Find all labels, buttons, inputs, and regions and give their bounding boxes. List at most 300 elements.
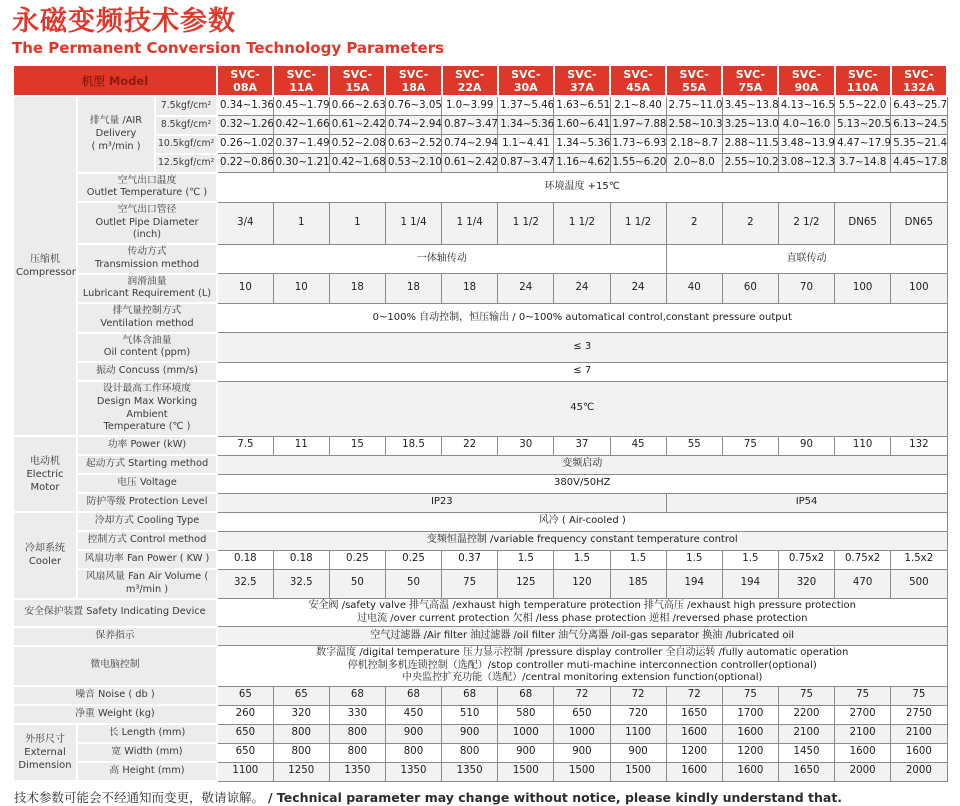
data-cell: 330: [329, 705, 385, 724]
text-line: 环境温度 +15℃: [544, 181, 621, 193]
table-row: [13, 627, 947, 646]
data-cell: 0.75x2: [835, 550, 891, 569]
row-label: [77, 202, 217, 244]
table-row: [13, 381, 947, 436]
merged-value-cell: [217, 599, 947, 627]
data-cell: 1: [329, 202, 385, 244]
model-column-header: SVC-110A: [835, 65, 891, 96]
table-row: [13, 569, 947, 598]
table-header: [13, 65, 947, 96]
data-cell: 70: [778, 274, 834, 303]
data-cell: 0.22~0.86: [217, 154, 273, 173]
merged-value-cell: [217, 362, 947, 381]
table-row: [13, 173, 947, 202]
table-row: [13, 724, 947, 743]
data-cell: 68: [498, 686, 554, 705]
data-cell: 2100: [891, 724, 947, 743]
data-cell: 1.34~5.36: [554, 135, 610, 154]
data-cell: 1 1/2: [498, 202, 554, 244]
data-cell: 500: [891, 569, 947, 598]
table-row: [13, 303, 947, 332]
merged-value-cell: [217, 455, 947, 474]
data-cell: 1.5: [498, 550, 554, 569]
text-line: 过电流 /over current protection 欠相 /less phase protection 逆相 /reversed phase protection: [357, 612, 808, 624]
model-header-row: [13, 65, 947, 96]
parameters-table: [12, 64, 948, 782]
data-cell: 72: [666, 686, 722, 705]
model-column-header: SVC-18A: [385, 65, 441, 96]
data-cell: 720: [610, 705, 666, 724]
data-cell: 1.73~6.93: [610, 135, 666, 154]
data-cell: 1500: [554, 762, 610, 781]
data-cell: 900: [610, 743, 666, 762]
row-label: [77, 455, 217, 474]
data-cell: 1600: [722, 724, 778, 743]
data-cell: 15: [329, 436, 385, 455]
data-cell: 0.76~3.05: [385, 96, 441, 116]
model-column-header: SVC-90A: [778, 65, 834, 96]
data-cell: 4.13~16.5: [778, 96, 834, 116]
text-line: 排气量控制方式: [112, 305, 182, 317]
text-line: 设计最高工作环境度: [102, 383, 192, 395]
data-cell: 2100: [835, 724, 891, 743]
data-cell: 65: [217, 686, 273, 705]
data-cell: 0.52~2.08: [329, 135, 385, 154]
data-cell: 800: [329, 724, 385, 743]
text-line: 空气过滤器 /Air filter 油过滤器 /oil filter 油气分离器 /oil-gas separator 换油 /lubricated oil: [370, 629, 795, 641]
text-line: 控制方式 Control method: [87, 534, 207, 546]
model-column-header: SVC-22A: [442, 65, 498, 96]
table-row: [13, 474, 947, 493]
data-cell: 0.42~1.68: [329, 154, 385, 173]
data-cell: 65: [273, 686, 329, 705]
model-column-header: SVC-55A: [666, 65, 722, 96]
data-cell: 1450: [778, 743, 834, 762]
data-cell: 75: [835, 686, 891, 705]
row-label: [77, 474, 217, 493]
footnote: [12, 788, 948, 806]
data-cell: 1000: [498, 724, 554, 743]
text-line: Temperature (℃ ): [103, 421, 191, 433]
data-cell: 1650: [666, 705, 722, 724]
data-cell: 1600: [835, 743, 891, 762]
data-cell: 2200: [778, 705, 834, 724]
text-line: 传动方式: [127, 246, 167, 258]
data-cell: 3.08~12.3: [778, 154, 834, 173]
text-line: Oil content (ppm): [103, 347, 191, 359]
text-line: ≤ 3: [573, 341, 592, 353]
data-cell: 800: [385, 743, 441, 762]
data-cell: 6.13~24.5: [891, 116, 947, 135]
data-cell: 0.18: [217, 550, 273, 569]
split-value-cell: IP54: [666, 493, 947, 512]
data-cell: 260: [217, 705, 273, 724]
row-label: [77, 96, 155, 173]
data-cell: 2700: [835, 705, 891, 724]
merged-value-cell: [217, 381, 947, 436]
table-row: [13, 512, 947, 531]
data-cell: 1600: [666, 762, 722, 781]
text-line: 净重 Weight (kg): [75, 708, 155, 720]
data-cell: 2.75~11.0: [666, 96, 722, 116]
model-column-header: SVC-132A: [891, 65, 947, 96]
text-line: Ventilation method: [100, 317, 194, 329]
text-line: 噪音 Noise ( db ): [75, 689, 155, 701]
text-line: 保养指示: [95, 629, 135, 641]
data-cell: 1600: [891, 743, 947, 762]
data-cell: 2.18~8.7: [666, 135, 722, 154]
data-cell: 0.53~2.10: [385, 154, 441, 173]
data-cell: 22: [442, 436, 498, 455]
text-line: 冷却系统: [25, 543, 65, 555]
data-cell: 10: [273, 274, 329, 303]
data-cell: 50: [385, 569, 441, 598]
text-line: 空气出口管径: [117, 204, 177, 216]
group-label: [13, 512, 77, 598]
merged-value-cell: [217, 627, 947, 646]
page-title-en: The Permanent Conversion Technology Parameters: [12, 39, 445, 58]
data-cell: 1600: [666, 724, 722, 743]
group-label: [13, 724, 77, 781]
text-line: ≤ 7: [573, 365, 592, 377]
merged-value-cell: [217, 303, 947, 332]
data-cell: 40: [666, 274, 722, 303]
data-cell: 0.45~1.79: [273, 96, 329, 116]
text-line: 振动 Concuss (mm/s): [96, 365, 198, 377]
table-body: [13, 96, 947, 781]
data-cell: 2 1/2: [778, 202, 834, 244]
text-line: 功率 Power (kW): [107, 439, 187, 451]
text-line: Electric Motor: [26, 468, 64, 493]
data-cell: 650: [217, 743, 273, 762]
data-cell: 72: [610, 686, 666, 705]
text-line: 高 Height (mm): [109, 765, 185, 777]
split-value-cell: 直联传动: [666, 244, 947, 273]
data-cell: 0.37: [442, 550, 498, 569]
data-cell: 30: [498, 436, 554, 455]
data-cell: 1350: [385, 762, 441, 781]
text-line: 数字温度 /digital temperature 压力显示控制 /pressure display controller 全自动运转 /fully automatic operation: [316, 647, 849, 658]
table-row: [13, 646, 947, 687]
data-cell: 3.48~13.9: [778, 135, 834, 154]
pressure-sublabel: 12.5kgf/cm²: [155, 154, 217, 173]
data-cell: 18: [442, 274, 498, 303]
text-line: 排气量 /AIR: [89, 115, 143, 127]
row-label: [77, 436, 217, 455]
data-cell: 4.45~17.8: [891, 154, 947, 173]
data-cell: 1500: [498, 762, 554, 781]
data-cell: 0.25: [385, 550, 441, 569]
data-cell: 2.88~11.5: [722, 135, 778, 154]
row-label: [13, 627, 217, 646]
data-cell: 650: [554, 705, 610, 724]
row-label: [77, 531, 217, 550]
table-row: [13, 493, 947, 512]
data-cell: 0.30~1.21: [273, 154, 329, 173]
data-cell: 0.87~3.47: [442, 116, 498, 135]
data-cell: 32.5: [217, 569, 273, 598]
table-row: [13, 455, 947, 474]
data-cell: 800: [273, 724, 329, 743]
text-line: 防护等级 Protection Level: [86, 496, 208, 508]
merged-value-cell: [217, 646, 947, 687]
text-line: Outlet Pipe Diameter (inch): [95, 216, 199, 241]
group-label: [13, 96, 77, 436]
text-line: 微电脑控制: [90, 659, 140, 671]
model-column-header: SVC-37A: [554, 65, 610, 96]
data-cell: 75: [722, 436, 778, 455]
text-line: Transmission method: [94, 258, 200, 270]
text-line: 空气出口温度: [117, 174, 177, 186]
table-row: [13, 686, 947, 705]
text-line: Design Max Working Ambient: [96, 395, 198, 420]
row-label: [77, 362, 217, 381]
data-cell: 0.61~2.42: [329, 116, 385, 135]
table-row: [13, 274, 947, 303]
data-cell: 4.0~16.0: [778, 116, 834, 135]
model-column-header: SVC-30A: [498, 65, 554, 96]
row-label: [77, 381, 217, 436]
merged-value-cell: [217, 531, 947, 550]
data-cell: 0.25: [329, 550, 385, 569]
data-cell: 6.43~25.7: [891, 96, 947, 116]
data-cell: 1200: [722, 743, 778, 762]
data-cell: 1 1/4: [385, 202, 441, 244]
data-cell: 194: [722, 569, 778, 598]
row-label: [77, 333, 217, 362]
footnote-en: / Technical parameter may change without notice, please kindly understand that.: [268, 790, 843, 805]
data-cell: 100: [891, 274, 947, 303]
data-cell: 1 1/4: [442, 202, 498, 244]
text-line: 电压 Voltage: [117, 477, 177, 489]
data-cell: 1.16~4.62: [554, 154, 610, 173]
data-cell: 4.47~17.9: [835, 135, 891, 154]
data-cell: 1700: [722, 705, 778, 724]
split-value-cell: IP23: [217, 493, 666, 512]
text-line: 中央监控扩充功能（选配）/central monitoring extension function(optional): [402, 672, 763, 683]
data-cell: 45: [610, 436, 666, 455]
data-cell: 2.0~8.0: [666, 154, 722, 173]
data-cell: 3.25~13.0: [722, 116, 778, 135]
data-cell: 2750: [891, 705, 947, 724]
text-line: 安全保护装置 Safety Indicating Device: [24, 606, 206, 618]
data-cell: 0.37~1.49: [273, 135, 329, 154]
data-cell: 0.66~2.63: [329, 96, 385, 116]
table-row: [13, 762, 947, 781]
text-line: 润滑油量: [127, 275, 167, 287]
text-line: 风扇功率 Fan Power ( KW ): [84, 553, 210, 565]
data-cell: 0.32~1.26: [217, 116, 273, 135]
row-label: [77, 274, 217, 303]
row-label: [77, 493, 217, 512]
text-line: 变频恒温控制 /variable frequency constant temperature control: [426, 534, 738, 546]
data-cell: 1000: [554, 724, 610, 743]
row-label: [13, 686, 217, 705]
data-cell: 90: [778, 436, 834, 455]
data-cell: 60: [722, 274, 778, 303]
text-line: 风冷 ( Air-cooled ): [538, 515, 626, 527]
data-cell: 75: [778, 686, 834, 705]
table-row: [13, 531, 947, 550]
data-cell: 110: [835, 436, 891, 455]
data-cell: 24: [554, 274, 610, 303]
text-line: 安全阀 /safety valve 排气高温 /exhaust high temperature protection 排气高压 /exhaust high pressure protection: [308, 600, 856, 611]
data-cell: 1650: [778, 762, 834, 781]
data-cell: 100: [835, 274, 891, 303]
text-line: 外形尺寸: [25, 734, 65, 745]
data-cell: 1500: [610, 762, 666, 781]
data-cell: 800: [273, 743, 329, 762]
table-row: [13, 550, 947, 569]
data-cell: 1.5x2: [891, 550, 947, 569]
data-cell: 24: [610, 274, 666, 303]
data-cell: 650: [217, 724, 273, 743]
table-row: [13, 96, 947, 116]
text-line: 起动方式 Starting method: [85, 458, 209, 470]
text-line: Delivery: [95, 127, 137, 139]
data-cell: 72: [554, 686, 610, 705]
data-cell: 3.7~14.8: [835, 154, 891, 173]
footnote-zh: 技术参数可能会不经通知而变更，敬请谅解。: [14, 790, 265, 805]
data-cell: 320: [273, 705, 329, 724]
merged-value-cell: [217, 512, 947, 531]
data-cell: 900: [554, 743, 610, 762]
table-row: [13, 244, 947, 273]
row-label: [13, 599, 217, 627]
group-label: [13, 436, 77, 512]
data-cell: 2100: [778, 724, 834, 743]
model-header-cell: 机型 Model: [13, 65, 217, 96]
text-line: 电动机: [30, 455, 60, 467]
data-cell: 1.97~7.88: [610, 116, 666, 135]
data-cell: 0.75x2: [778, 550, 834, 569]
data-cell: DN65: [891, 202, 947, 244]
data-cell: 2.55~10.2: [722, 154, 778, 173]
data-cell: 68: [385, 686, 441, 705]
data-cell: 0.61~2.42: [442, 154, 498, 173]
data-cell: 7.5: [217, 436, 273, 455]
data-cell: 1.5: [666, 550, 722, 569]
data-cell: 194: [666, 569, 722, 598]
row-label: [77, 569, 217, 598]
model-column-header: SVC-08A: [217, 65, 273, 96]
text-line: 0~100% 自动控制，恒压输出 / 0~100% automatical control,constant pressure output: [372, 311, 792, 323]
data-cell: 32.5: [273, 569, 329, 598]
data-cell: 132: [891, 436, 947, 455]
data-cell: 2000: [835, 762, 891, 781]
model-column-header: SVC-45A: [610, 65, 666, 96]
row-label: [77, 762, 217, 781]
pressure-sublabel: 10.5kgf/cm²: [155, 135, 217, 154]
model-column-header: SVC-11A: [273, 65, 329, 96]
text-line: 宽 Width (mm): [111, 746, 183, 758]
data-cell: 5.35~21.4: [891, 135, 947, 154]
data-cell: 5.5~22.0: [835, 96, 891, 116]
data-cell: 1.60~6.41: [554, 116, 610, 135]
data-cell: 50: [329, 569, 385, 598]
data-cell: 1350: [329, 762, 385, 781]
data-cell: 18: [385, 274, 441, 303]
data-cell: 185: [610, 569, 666, 598]
table-row: [13, 599, 947, 627]
table-row: [13, 333, 947, 362]
data-cell: 1.37~5.46: [498, 96, 554, 116]
data-cell: 1600: [722, 762, 778, 781]
data-cell: 0.74~2.94: [442, 135, 498, 154]
row-label: [77, 303, 217, 332]
text-line: Lubricant Requirement (L): [82, 288, 212, 300]
data-cell: 24: [498, 274, 554, 303]
data-cell: 900: [385, 724, 441, 743]
data-cell: 1.63~6.51: [554, 96, 610, 116]
text-line: 停机控制多机连锁控制（选配）/stop controller muti-machine interconnection controller(optional): [347, 659, 817, 671]
data-cell: 68: [442, 686, 498, 705]
row-label: [77, 173, 217, 202]
merged-value-cell: [217, 333, 947, 362]
text-line: Outlet Temperature (℃ ): [86, 187, 208, 199]
merged-value-cell: [217, 173, 947, 202]
data-cell: 37: [554, 436, 610, 455]
data-cell: 1350: [442, 762, 498, 781]
data-cell: 5.13~20.5: [835, 116, 891, 135]
text-line: 变频启动: [562, 458, 603, 470]
row-label: [13, 705, 217, 724]
text-line: Cooler: [28, 556, 62, 568]
data-cell: 1 1/2: [610, 202, 666, 244]
data-cell: 900: [442, 724, 498, 743]
text-line: 长 Length (mm): [108, 727, 186, 739]
data-cell: 1.5: [554, 550, 610, 569]
data-cell: 0.18: [273, 550, 329, 569]
row-label: [77, 244, 217, 273]
pressure-sublabel: 7.5kgf/cm²: [155, 96, 217, 116]
data-cell: 10: [217, 274, 273, 303]
table-row: [13, 743, 947, 762]
data-cell: 2: [722, 202, 778, 244]
data-cell: 0.26~1.02: [217, 135, 273, 154]
text-line: 冷却方式 Cooling Type: [94, 515, 200, 527]
data-cell: 0.63~2.52: [385, 135, 441, 154]
model-column-header: SVC-15A: [329, 65, 385, 96]
merged-value-cell: [217, 474, 947, 493]
pressure-sublabel: 8.5kgf/cm²: [155, 116, 217, 135]
data-cell: 3/4: [217, 202, 273, 244]
page-title-zh: 永磁变频技术参数: [12, 6, 236, 37]
data-cell: 1 1/2: [554, 202, 610, 244]
data-cell: 75: [722, 686, 778, 705]
data-cell: 1250: [273, 762, 329, 781]
data-cell: 450: [385, 705, 441, 724]
data-cell: 11: [273, 436, 329, 455]
row-label: [77, 724, 217, 743]
text-line: 380V/50HZ: [554, 477, 611, 489]
data-cell: 68: [329, 686, 385, 705]
data-cell: 0.74~2.94: [385, 116, 441, 135]
row-label: [13, 646, 217, 687]
data-cell: 1.5: [722, 550, 778, 569]
data-cell: 1100: [217, 762, 273, 781]
data-cell: 1.5: [610, 550, 666, 569]
data-cell: DN65: [835, 202, 891, 244]
text-line: Dimension: [18, 760, 72, 771]
table-row: [13, 202, 947, 244]
data-cell: 800: [329, 743, 385, 762]
data-cell: 3.45~13.8: [722, 96, 778, 116]
text-line: 45℃: [570, 402, 595, 414]
data-cell: 0.34~1.36: [217, 96, 273, 116]
data-cell: 1.0~3.99: [442, 96, 498, 116]
data-cell: 1.34~5.36: [498, 116, 554, 135]
